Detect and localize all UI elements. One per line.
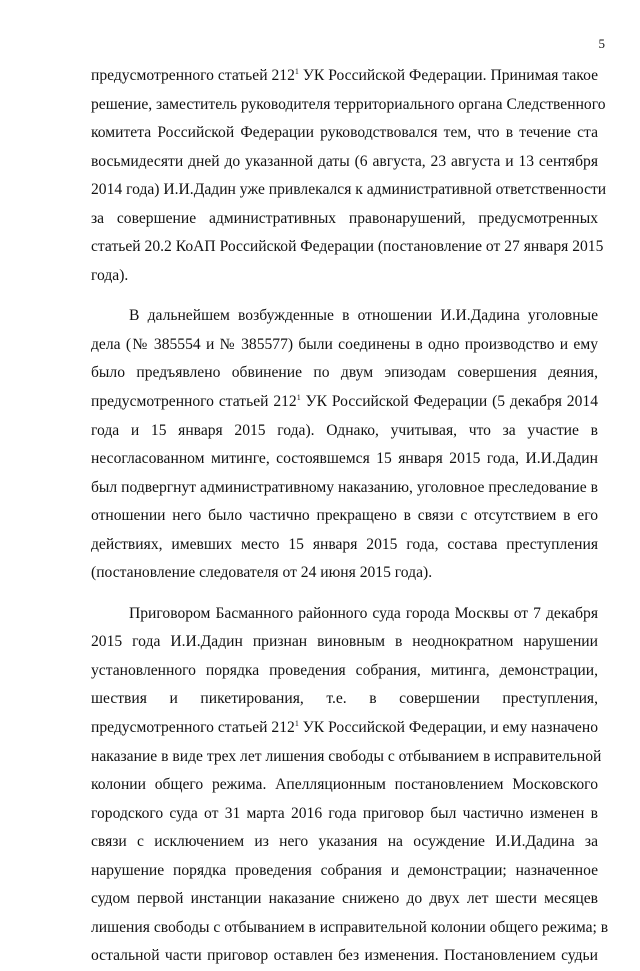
paragraph bbox=[91, 302, 598, 587]
text-line: лишения свободы с отбыванием в исправительной колонии общего режима; в bbox=[91, 918, 609, 936]
paragraph-spacing bbox=[91, 290, 598, 302]
text-line: года). bbox=[91, 266, 129, 284]
text-line: судом первой инстанции наказание снижено до двух лет шести месяцев bbox=[91, 890, 598, 908]
text-line: был подвергнут административному наказанию, уголовное преследование в bbox=[91, 478, 598, 496]
text-line: статьей 20.2 КоАП Российской Федерации (постановление от 27 января 2015 bbox=[91, 238, 604, 256]
text-line: колонии общего режима. Апелляционным постановлением Московского bbox=[91, 776, 598, 794]
text-line: предусмотренного статьей $212^1$ УК Российской Федерации. Принимая такое bbox=[91, 67, 598, 84]
text-line: года и 15 января 2015 года). Однако, учитывая, что за участие в bbox=[91, 421, 598, 439]
text-line: отношении него было частично прекращено в связи с отсутствием в его bbox=[91, 507, 598, 525]
text-line: предусмотренного статьей $212^1$ УК Российской Федерации, и ему назначено bbox=[91, 719, 598, 737]
paragraph-spacing bbox=[91, 588, 598, 600]
text-line: предусмотренного статьей $212^1$ УК Российской Федерации (5 декабря 2014 bbox=[91, 393, 598, 411]
page-number: 5 bbox=[598, 36, 605, 51]
text-line: наказание в виде трех лет лишения свободы с отбыванием в исправительной bbox=[91, 747, 602, 765]
text-line: 2014 года) И.И.Дадин уже привлекался к административной ответственности bbox=[91, 181, 607, 199]
text-line: установленного порядка проведения собрания, митинга, демонстрации, bbox=[91, 661, 598, 679]
text-line: 2015 года И.И.Дадин признан виновным в неоднократном нарушении bbox=[91, 633, 598, 651]
text-line: шествия и пикетирования, т.е. в совершении преступления, bbox=[91, 690, 598, 708]
text-line: нарушение порядка проведения собрания и демонстрации; назначенное bbox=[91, 861, 598, 879]
document-body bbox=[91, 62, 609, 971]
text-line: остальной части приговор оставлен без изменения. Постановлением судьи bbox=[91, 947, 598, 965]
text-line: несогласованном митинге, состоявшемся 15 января 2015 года, И.И.Дадин bbox=[91, 450, 598, 468]
text-line: связи с исключением из него указания на осуждение И.И.Дадина за bbox=[91, 833, 598, 851]
text-line: решение, заместитель руководителя территориального органа Следственного bbox=[91, 95, 606, 113]
text-line: В дальнейшем возбужденные в отношении И.И.Дадина уголовные bbox=[129, 307, 598, 325]
text-line: Приговором Басманного районного суда города Москвы от 7 декабря bbox=[129, 604, 598, 622]
text-line: было предъявлено обвинение по двум эпизодам совершения деяния, bbox=[91, 364, 598, 382]
paragraph bbox=[91, 600, 609, 971]
text-line: восьмидесяти дней до указанной даты (6 августа, 23 августа и 13 сентября bbox=[91, 152, 598, 170]
text-line: (постановление следователя от 24 июня 2015 года). bbox=[91, 564, 433, 582]
text-line: за совершение административных правонарушений, предусмотренных bbox=[91, 209, 598, 227]
text-line: комитета Российской Федерации руководствовался тем, что в течение ста bbox=[91, 124, 598, 142]
text-line: городского суда от 31 марта 2016 года приговор был частично изменен в bbox=[91, 804, 598, 822]
text-line: дела (№ 385554 и № 385577) были соединены в одно производство и ему bbox=[91, 335, 598, 353]
paragraph bbox=[91, 62, 607, 290]
text-line: действиях, имевших место 15 января 2015 года, состава преступления bbox=[91, 535, 598, 553]
